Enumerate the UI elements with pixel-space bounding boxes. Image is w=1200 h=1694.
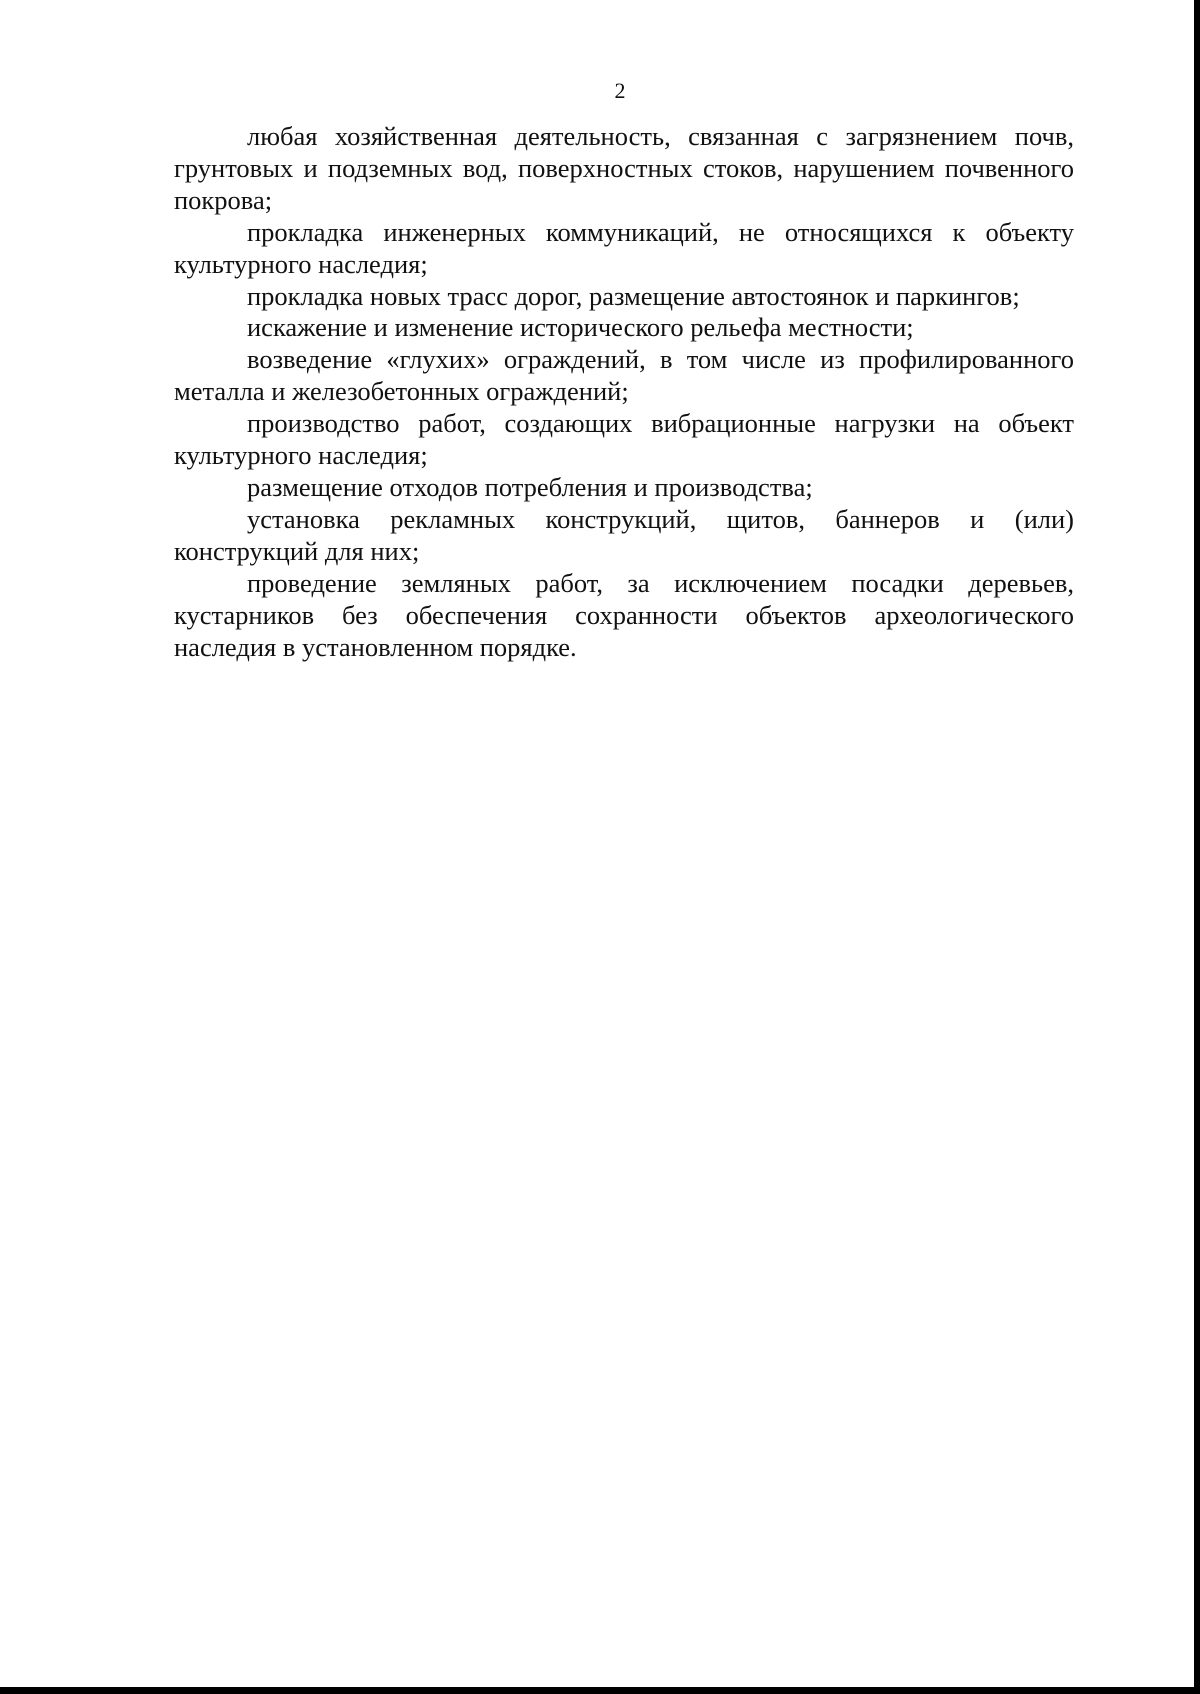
paragraph: возведение «глухих» ограждений, в том числе из профилированного металла и железобетонных ограждений;	[174, 344, 1074, 407]
paragraph: размещение отходов потребления и производства;	[247, 471, 813, 502]
paragraph: установка рекламных конструкций, щитов, баннеров и (или) конструкций для них;	[174, 503, 1074, 566]
document-body	[174, 121, 1074, 663]
page-number: 2	[614, 78, 626, 103]
paragraph: искажение и изменение исторического рельефа местности;	[247, 312, 914, 343]
scan-edge-right	[1194, 0, 1200, 1694]
paragraph: любая хозяйственная деятельность, связанная с загрязнением почв, грунтовых и подземных вод, поверхностных стоков, нарушением почвенного покрова;	[174, 121, 1074, 215]
paragraph: проведение земляных работ, за исключением посадки деревьев, кустарников без обеспечения сохранности объектов археологического наследия в установленном порядке.	[174, 567, 1074, 662]
paragraph: производство работ, создающих вибрационные нагрузки на объект культурного наследия;	[174, 408, 1074, 471]
paragraph: прокладка новых трасс дорог, размещение автостоянок и паркингов;	[247, 280, 1020, 311]
paragraph: прокладка инженерных коммуникаций, не относящихся к объекту культурного наследия;	[174, 216, 1074, 279]
scan-edge-bottom	[0, 1687, 1200, 1694]
